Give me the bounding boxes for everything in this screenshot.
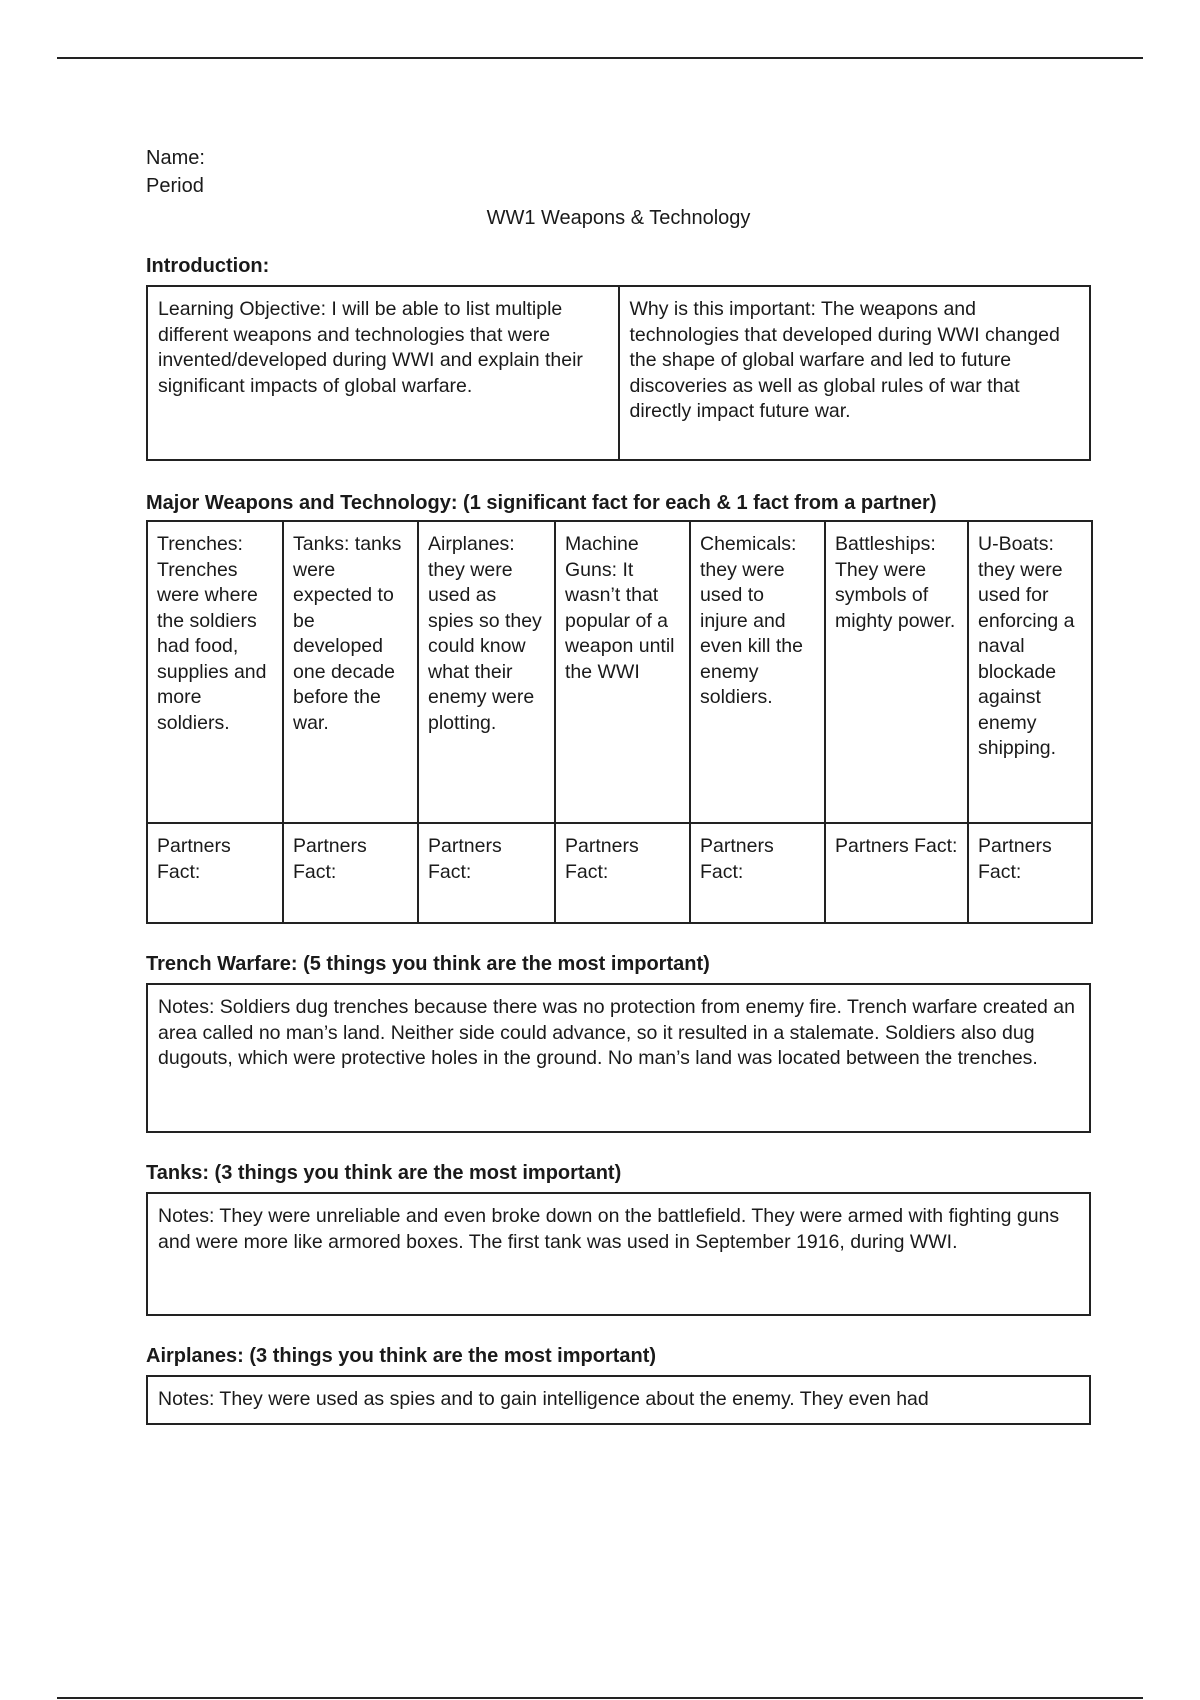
airplanes-heading: Airplanes: (3 things you think are the most important) <box>146 1345 657 1367</box>
introduction-table <box>146 285 1091 461</box>
bottom-rule <box>57 1697 1143 1699</box>
partner-cell-battleships: Partners Fact: <box>825 823 968 923</box>
trench-warfare-notes: Notes: Soldiers dug trenches because there was no protection from enemy fire. Trench warfare created an area called no man’s land. Neither side could advance, so it resulted in a stalemate. Soldiers also dug dugouts, which were protective holes in the ground. No man’s land was located between the trenches. <box>146 983 1091 1133</box>
fact-cell-battleships: Battleships: They were symbols of mighty power. <box>825 521 968 823</box>
partner-cell-machine-guns: Partners Fact: <box>555 823 690 923</box>
partner-cell-tanks: Partners Fact: <box>283 823 418 923</box>
partner-cell-trenches: Partners Fact: <box>147 823 283 923</box>
introduction-heading: Introduction: <box>146 255 270 277</box>
airplanes-notes: Notes: They were used as spies and to gain intelligence about the enemy. They even had <box>146 1375 1091 1425</box>
page-title: WW1 Weapons & Technology <box>486 207 751 229</box>
fact-cell-tanks: Tanks: tanks were expected to be developed one decade before the war. <box>283 521 418 823</box>
tanks-heading: Tanks: (3 things you think are the most important) <box>146 1162 622 1184</box>
top-rule <box>57 57 1143 59</box>
fact-cell-trenches: Trenches: Trenches were where the soldiers had food, supplies and more soldiers. <box>147 521 283 823</box>
why-important-cell: Why is this important: The weapons and technologies that developed during WWI changed the shape of global warfare and led to future discoveries as well as global rules of war that directly impact future war. <box>618 287 1090 459</box>
trench-warfare-heading: Trench Warfare: (5 things you think are the most important) <box>146 953 710 975</box>
period-label: Period <box>146 175 204 197</box>
partner-cell-u-boats: Partners Fact: <box>968 823 1092 923</box>
weapons-heading: Major Weapons and Technology: (1 significant fact for each & 1 fact from a partner) <box>146 492 937 514</box>
fact-cell-chemicals: Chemicals: they were used to injure and even kill the enemy soldiers. <box>690 521 825 823</box>
weapons-partners-row <box>147 823 1092 923</box>
weapons-table <box>146 520 1093 924</box>
learning-objective-cell: Learning Objective: I will be able to list multiple different weapons and technologies that were invented/developed during WWI and explain their significant impacts of global warfare. <box>158 298 583 397</box>
worksheet <box>146 144 1091 1425</box>
fact-cell-airplanes: Airplanes: they were used as spies so they could know what their enemy were plotting. <box>418 521 555 823</box>
fact-cell-u-boats: U-Boats: they were used for enforcing a naval blockade against enemy shipping. <box>968 521 1092 823</box>
weapons-facts-row <box>147 521 1092 823</box>
fact-cell-machine-guns: Machine Guns: It wasn’t that popular of a weapon until the WWI <box>555 521 690 823</box>
tanks-notes: Notes: They were unreliable and even broke down on the battlefield. They were armed with fighting guns and were more like armored boxes. The first tank was used in September 1916, during WWI. <box>146 1192 1091 1316</box>
name-label: Name: <box>146 147 205 169</box>
partner-cell-airplanes: Partners Fact: <box>418 823 555 923</box>
partner-cell-chemicals: Partners Fact: <box>690 823 825 923</box>
